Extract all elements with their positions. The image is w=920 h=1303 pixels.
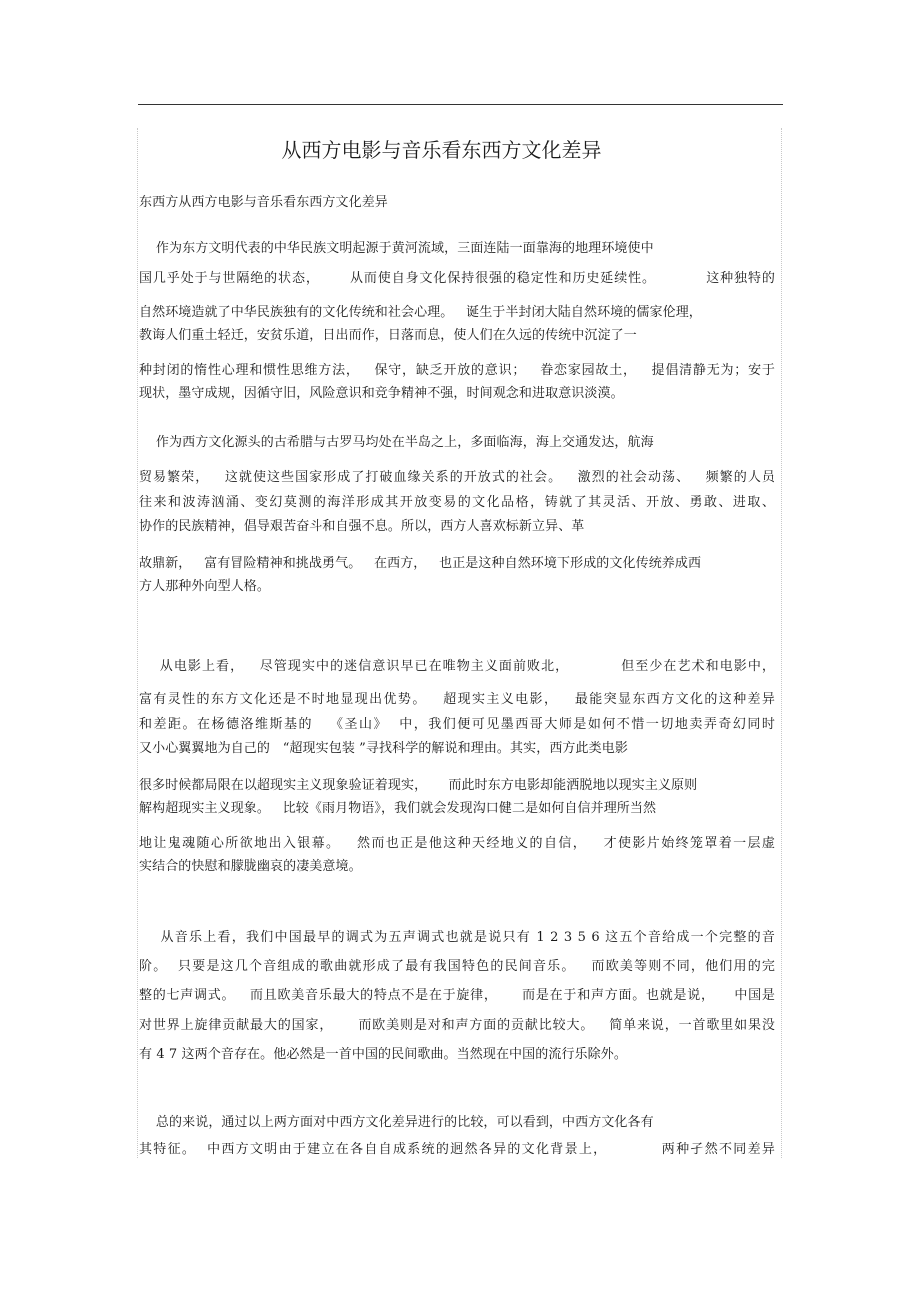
text-line: 阶。 只要是这几个音组成的歌曲就形成了最有我国特色的民间音乐。 而欧美等则不同，他们用的完	[139, 959, 775, 974]
text-line: 往来和波涛汹涌、变幻莫测的海洋形成其开放变易的文化品格，铸就了其灵活、开放、勇敢、进取、	[139, 495, 775, 510]
text-line: 现状，墨守成规，因循守旧，风险意识和竞争精神不强，时间观念和进取意识淡漠。	[139, 386, 624, 401]
text-line: 地让鬼魂随心所欲地出入银幕。 然而也正是他这种天经地义的自信， 才使影片始终笼罩着一层虚	[139, 836, 775, 851]
text-line: 又小心翼翼地为自己的 “超现实包装 ”寻找科学的解说和理由。其实，西方此类电影	[139, 741, 628, 756]
text-line: 贸易繁荣， 这就使这些国家形成了打破血缘关系的开放式的社会。 激烈的社会动荡、 频繁的人员	[139, 470, 775, 485]
text-line: 作为西方文化源头的古希腊与古罗马均处在半岛之上，多面临海，海上交通发达，航海	[139, 435, 654, 450]
text-line: 其特征。 中西方文明由于建立在各自自成系统的迥然各异的文化背景上， 两种孑然不同差异	[139, 1142, 775, 1157]
text-line: 协作的民族精神，倡导艰苦奋斗和自强不息。所以，西方人喜欢标新立异、革	[139, 519, 585, 534]
text-line: 整的七声调式。 而且欧美音乐最大的特点不是在于旋律， 而是在于和声方面。也就是说， 中国是	[139, 988, 775, 1003]
text-line: 国几乎处于与世隔绝的状态， 从而使自身文化保持很强的稳定性和历史延续性。 这种独特的	[139, 271, 775, 286]
text-line: 和差距。在杨德洛维斯基的 《圣山》 中，我们便可见墨西哥大师是如何不惜一切地卖弄奇幻同时	[139, 717, 775, 732]
header-rule	[138, 104, 783, 105]
text-line: 作为东方文明代表的中华民族文明起源于黄河流域，三面连陆一面靠海的地理环境使中	[139, 241, 654, 256]
text-line: 有 4 7 这两个音存在。他必然是一首中国的民间歌曲。当然现在中国的流行乐除外。	[139, 1047, 627, 1062]
text-line: 总的来说，通过以上两方面对中西方文化差异进行的比较，可以看到，中西方文化各有	[139, 1115, 654, 1130]
text-line: 对世界上旋律贡献最大的国家， 而欧美则是对和声方面的贡献比较大。 简单来说，一首歌里如果没	[139, 1018, 775, 1033]
text-line: 教诲人们重土轻迁，安贫乐道，日出而作，日落而息，使人们在久远的传统中沉淀了一	[139, 328, 637, 343]
document-subtitle: 东西方从西方电影与音乐看东西方文化差异	[139, 195, 388, 210]
text-line: 方人那种外向型人格。	[139, 579, 271, 594]
document-title: 从西方电影与音乐看东西方文化差异	[281, 138, 602, 162]
text-line: 富有灵性的东方文化还是不时地显现出优势。 超现实主义电影， 最能突显东西方文化的这种差异	[139, 692, 775, 707]
text-line: 故鼎新， 富有冒险精神和挑战勇气。 在西方， 也正是这种自然环境下形成的文化传统养成西	[139, 556, 702, 571]
text-line: 很多时候都局限在以超现实主义现象验证着现实， 而此时东方电影却能洒脱地以现实主义原则	[139, 778, 698, 793]
text-line: 从音乐上看，我们中国最早的调式为五声调式也就是说只有 1 2 3 5 6 这五个音给成一个完整的音	[139, 930, 775, 945]
left-margin-guide	[137, 128, 138, 1158]
text-line: 从电影上看， 尽管现实中的迷信意识早已在唯物主义面前败北， 但至少在艺术和电影中，	[139, 659, 775, 674]
right-margin-guide	[781, 128, 782, 1158]
text-line: 解构超现实主义现象。 比较《雨月物语》，我们就会发现沟口健二是如何自信并理所当然	[139, 801, 657, 816]
text-line: 自然环境造就了中华民族独有的文化传统和社会心理。 诞生于半封闭大陆自然环境的儒家伦理，	[139, 305, 702, 320]
text-line: 实结合的快慰和朦胧幽哀的凄美意境。	[139, 859, 362, 874]
text-line: 种封闭的惰性心理和惯性思维方法， 保守，缺乏开放的意识； 眷恋家园故土， 提倡清静无为；安于	[139, 363, 775, 378]
